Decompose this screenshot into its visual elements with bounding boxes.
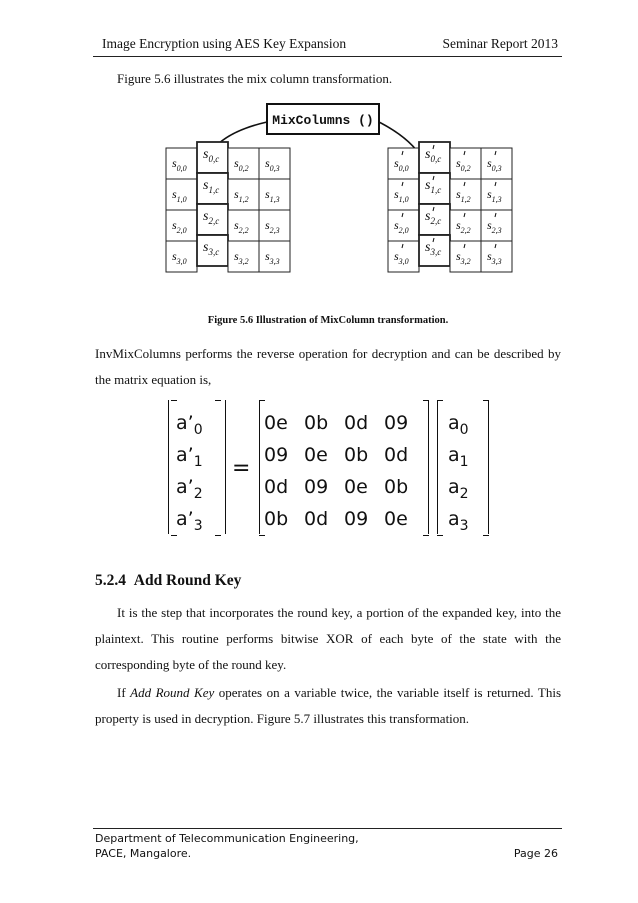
section-heading [95,572,241,590]
inv-mixcolumns-text: InvMixColumns performs the reverse operation for decryption and can be described by the matrix equation is, [95,346,561,387]
matrix-cell: 0e [344,476,368,498]
rhs-entry: $a_3$ [448,508,469,534]
input-state-cell-label: $s_{0,2}$ [234,156,249,173]
output-state-cell-label: $s_{0,3}$ [487,156,502,173]
input-state-cell-label: $s_{1,0}$ [172,187,187,204]
rhs-entry: $a_2$ [448,476,469,502]
matrix-cell: 09 [264,444,289,466]
matrix-cell: 0e [264,412,288,434]
output-state-cell-label: $s_{1,0}$ [394,187,409,204]
section-number: 5.2.4 [95,572,126,589]
matrix-cell: 09 [384,412,409,434]
matrix-cell: 0b [384,476,409,498]
matrix-cell: 0d [304,508,329,530]
matrix-cell: 0d [264,476,289,498]
input-state-cell-label: $s_{2,3}$ [265,218,280,235]
intro-text: Figure 5.6 illustrates the mix column transformation. [117,71,393,86]
lhs-entry: $a’_0$ [176,412,203,438]
input-state-cell-label: $s_{3,3}$ [265,249,280,266]
footer-college: PACE, Mangalore. [95,847,192,860]
output-state-cell-label: $s_{0,2}$ [456,156,471,173]
footer-department: Department of Telecommunication Engineering, [95,832,359,845]
output-state-cell-label: $s_{0,0}$ [394,156,409,173]
figure-caption: Figure 5.6 Illustration of MixColumn transformation. [207,315,449,326]
lhs-entry: $a’_1$ [176,444,203,470]
output-state-cell-label: $s_{3,c}$ [425,240,442,257]
section-title: Add Round Key [133,572,242,589]
output-state-cell-label: $s_{2,0}$ [394,218,409,235]
input-state-cell-label: $s_{0,3}$ [265,156,280,173]
header-rule [93,56,562,57]
header-title: Image Encryption using AES Key Expansion [102,36,347,51]
input-state-cell-label: $s_{0,0}$ [172,156,187,173]
input-state-cell-label: $s_{0,c}$ [203,147,220,164]
output-state-cell-label: $s_{3,3}$ [487,249,502,266]
input-state-cell-label: $s_{3,c}$ [203,240,220,257]
footer-page-number: Page 26 [513,847,558,860]
matrix-cell: 09 [304,476,329,498]
add-round-key-property-paragraph: If Add Round Key operates on a variable twice, the variable itself is returned. This property is used in decryption. Figure 5.7 illustrates this transformation. [95,685,561,726]
input-state-cell-label: $s_{2,0}$ [172,218,187,235]
mixcolumns-box-label: MixColumns () [272,113,374,128]
output-state-cell-label: $s_{1,c}$ [425,178,442,195]
input-state-cell-label: $s_{1,2}$ [234,187,249,204]
matrix-cell: 0b [344,444,369,466]
equals-sign: = [232,456,251,481]
input-state-cell-label: $s_{2,c}$ [203,209,220,226]
matrix-cell: 0e [384,508,408,530]
input-state-cell-label: $s_{1,c}$ [203,178,220,195]
mixcolumns-diagram [160,98,522,306]
output-state-cell-label: $s_{0,c}$ [425,147,442,164]
rhs-entry: $a_0$ [448,412,469,438]
matrix-cell: 0b [264,508,289,530]
lhs-entry: $a’_2$ [176,476,203,502]
matrix-cell: 09 [344,508,369,530]
input-state-cell-label: $s_{3,2}$ [234,249,249,266]
output-state-cell-label: $s_{3,0}$ [394,249,409,266]
output-state-cell-label: $s_{2,3}$ [487,218,502,235]
input-state-cell-label: $s_{2,2}$ [234,218,249,235]
output-state-cell-label: $s_{2,2}$ [456,218,471,235]
output-state-cell-label: $s_{1,3}$ [487,187,502,204]
matrix-cell: 0d [344,412,369,434]
header-report: Seminar Report 2013 [442,36,558,51]
input-state-cell-label: $s_{3,0}$ [172,249,187,266]
add-round-key-paragraph: It is the step that incorporates the round key, a portion of the expanded key, into the plaintext. This routine performs bitwise XOR of each byte of the state with the corresponding byte of the round key. [95,605,561,672]
output-state-cell-label: $s_{1,2}$ [456,187,471,204]
lhs-entry: $a’_3$ [176,508,203,534]
output-state-cell-label: $s_{3,2}$ [456,249,471,266]
output-state-cell-label: $s_{2,c}$ [425,209,442,226]
footer-rule [93,828,562,829]
add-round-key-italic: Add Round Key [130,685,215,700]
matrix-cell: 0d [384,444,409,466]
matrix-cell: 0b [304,412,329,434]
mixcolumns-figure [160,98,522,306]
matrix-cell: 0e [304,444,328,466]
input-state-cell-label: $s_{1,3}$ [265,187,280,204]
rhs-entry: $a_1$ [448,444,469,470]
matrix-equation [160,398,490,538]
